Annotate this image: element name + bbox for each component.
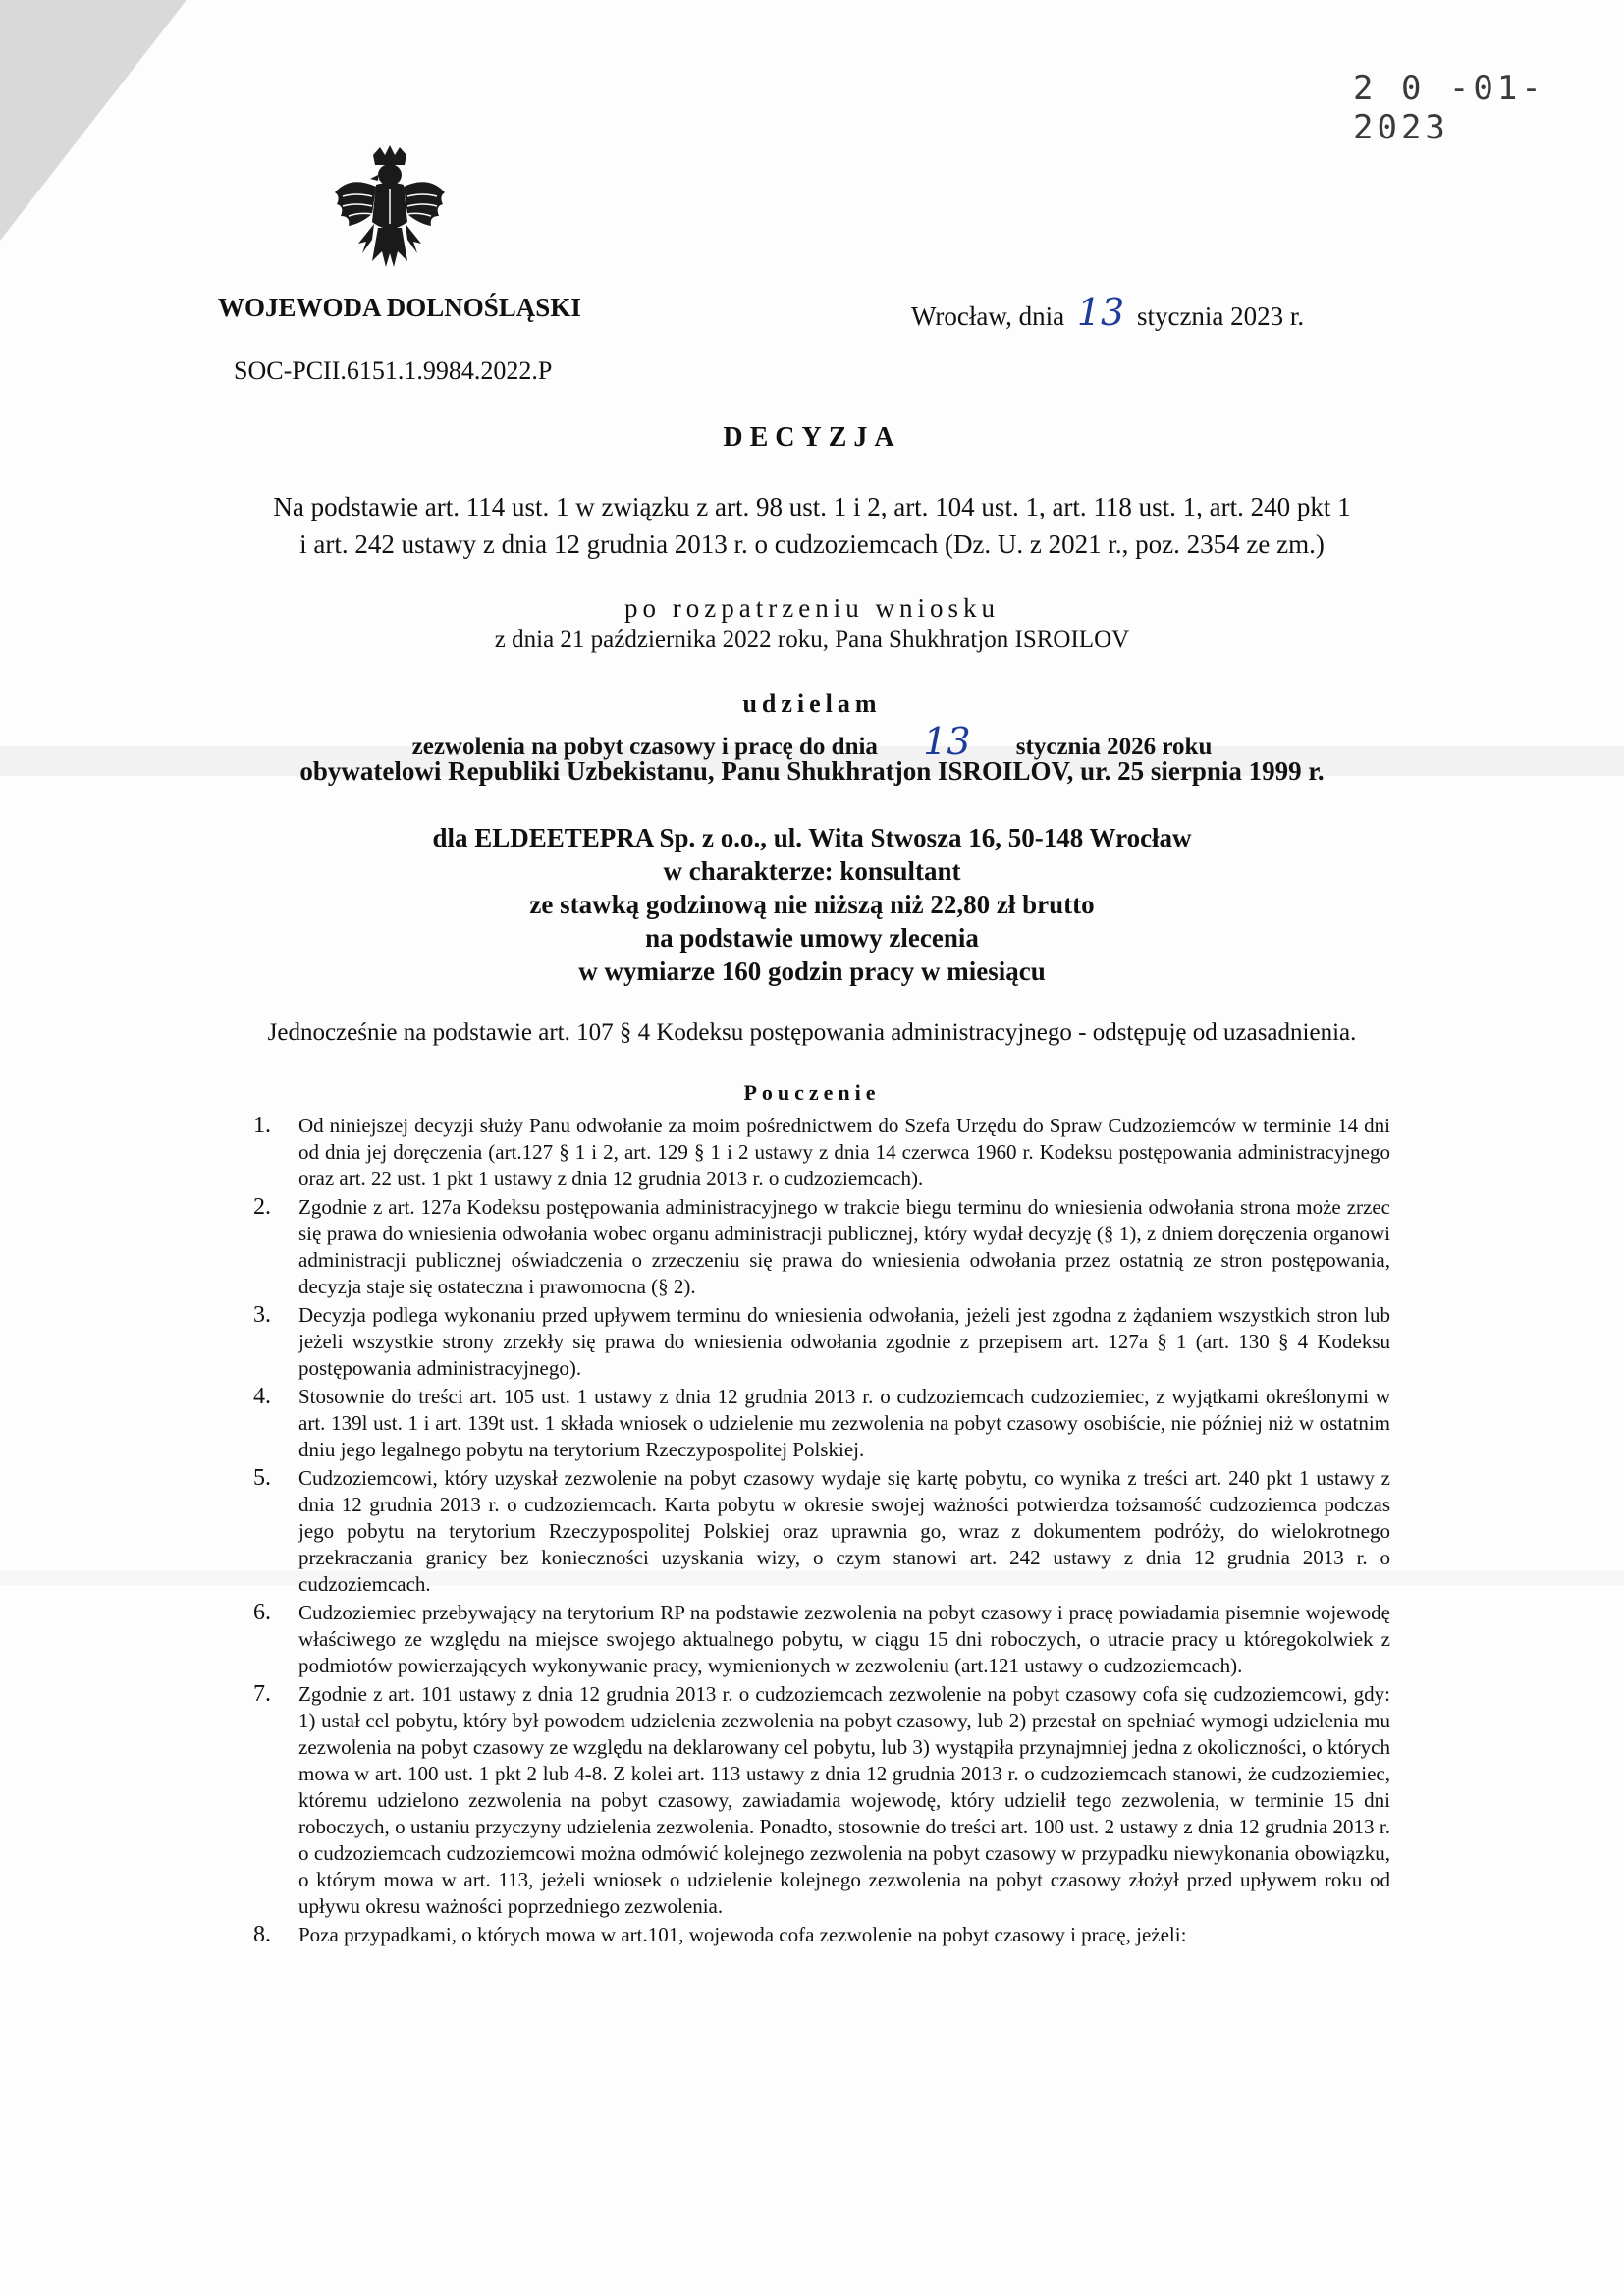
employer: dla ELDEETEPRA Sp. z o.o., ul. Wita Stwosza 16, 50-148 Wrocław [432,823,1192,852]
instruction-text: Stosownie do treści art. 105 ust. 1 ustawy z dnia 12 grudnia 2013 r. o cudzoziemcach cudzoziemiec, z wyjątkami określonymi w art. 139l ust. 1 i art. 139t ust. 1 składa wniosek o udzielenie mu zezwolenia na pobyt czasowy osobiście, nie później niż w ostatnim dniu jego legalnego pobytu na terytorium Rzeczypospolitej Polskiej. [298,1385,1390,1461]
legal-basis [0,488,1624,563]
instruction-number: 2. [253,1194,271,1220]
application-details: z dnia 21 października 2022 roku, Pana Shukhratjon ISROILOV [494,627,1130,653]
instruction-item [253,1302,1390,1382]
instruction-number: 7. [253,1681,271,1707]
instruction-item [253,1384,1390,1463]
instruction-number: 3. [253,1302,271,1328]
instruction-number: 4. [253,1384,271,1409]
instruction-item [253,1600,1390,1679]
permit-prefix: zezwolenia na pobyt czasowy i pracę do dnia [411,734,878,760]
instruction-number: 1. [253,1113,271,1138]
document-title: DECYZJA [723,422,901,453]
instruction-text: Poza przypadkami, o których mowa w art.101, wojewoda cofa zezwolenie na pobyt czasowy i pracę, jeżeli: [298,1923,1187,1946]
instruction-item [253,1922,1390,1948]
polish-eagle-emblem-icon [329,145,452,288]
page-corner-fold [0,0,187,241]
instruction-text: Zgodnie z art. 127a Kodeksu postępowania administracyjnego w trakcie biegu terminu do wniesienia odwołania strona może zrzec się prawa do wniesienia odwołania wobec organu administracji publicznej, który wydał decyzję (§ 1), z dniem doręczenia organowi administracji publicznej oświadczenia o zrzeczeniu się prawa do wniesienia odwołania przez ostatnią ze stron postępowania, decyzja staje się ostateczna i prawomocna (§ 2). [298,1195,1390,1298]
instruction-text: Od niniejszej decyzji służy Panu odwołanie za moim pośrednictwem do Szefa Urzędu do Spraw Cudzoziemców w terminie 14 dni od dnia jej doręczenia (art.127 § 1 i 2, art. 129 § 1 i 2 ustawy z dnia 14 czerwca 1960 r. Kodeksu postępowania administracyjnego oraz art. 22 ust. 1 pkt 1 ustawy z dnia 12 grudnia 2013 r. o cudzoziemcach). [298,1114,1390,1190]
handwritten-day: 13 [1076,291,1125,334]
permit-suffix: stycznia 2026 roku [1015,734,1213,760]
legal-basis-line: Na podstawie art. 114 ust. 1 w związku z art. 98 ust. 1 i 2, art. 104 ust. 1, art. 118 ust. 1, art. 240 pkt 1 [273,492,1351,521]
application-intro: po rozpatrzeniu wniosku [624,593,1000,623]
instruction-item [253,1681,1390,1920]
instruction-text: Decyzja podlega wykonaniu przed upływem terminu do wniesienia odwołania, jeżeli jest zgodna z żądaniem wszystkich stron lub jeżeli wszystkie strony zrzekły się prawa do wniesienia odwołania zgodnie z przepisem art. 127a § 1 (art. 130 § 4 Kodeksu postępowania administracyjnego). [298,1303,1390,1380]
working-hours: w wymiarze 160 godzin pracy w miesiącu [578,957,1046,986]
issuing-authority: WOJEWODA DOLNOŚLĄSKI [218,293,581,322]
contract-type: na podstawie umowy zlecenia [645,923,979,953]
instruction-text: Zgodnie z art. 101 ustawy z dnia 12 grudnia 2013 r. o cudzoziemcach zezwolenie na pobyt czasowy cofa się cudzoziemcowi, gdy: 1) ustał cel pobytu, który był powodem udzielenia zezwolenia na pobyt czasowy, lub 2) przestał on spełniać wymogi udzielenia mu zezwolenia na pobyt czasowy ze względu na deklarowany cel pobytu, lub 3) wystąpiła przynajmniej jedna z okoliczności, o których mowa w art. 100 ust. 1 pkt 2 lub 4-8. Z kolei art. 113 ustawy z dnia 12 grudnia 2013 r. o cudzoziemcach stanowi, że cudzoziemiec, któremu udzielono zezwolenia na pobyt czasowy, zawiadamia wojewodę, który udzielił tego zezwolenia, w terminie 15 dni roboczych, o ustaniu przyczyny udzielenia zezwolenia. Ponadto, stosownie do treści art. 100 ust. 2 ustawy z dnia 12 grudnia 2013 r. o cudzoziemcach cudzoziemcowi można odmówić kolejnego zezwolenia na pobyt czasowy w przypadku niewykonania obowiązku, o którym mowa w art. 113, jeżeli wniosek o udzielenie kolejnego zezwolenia na pobyt czasowy złożył przed upływem roku od upływu okresu ważności poprzedniego zezwolenia. [298,1682,1390,1918]
instruction-number: 5. [253,1465,271,1491]
grant-verb: udzielam [742,689,882,718]
instruction-number: 8. [253,1922,271,1947]
place-and-date [911,291,1304,334]
instruction-item [253,1465,1390,1598]
position: w charakterze: konsultant [663,856,961,886]
instructions-heading: Pouczenie [743,1080,881,1105]
instruction-number: 6. [253,1600,271,1625]
instructions-list [253,1113,1390,1950]
receipt-date-stamp: 2 0 -01- 2023 [1353,69,1545,147]
instruction-item [253,1113,1390,1192]
hourly-rate: ze stawką godzinową nie niższą niż 22,80 zł brutto [529,890,1095,919]
permit-recipient: obywatelowi Republiki Uzbekistanu, Panu Shukhratjon ISROILOV, ur. 25 sierpnia 1999 r. [299,756,1325,786]
instruction-text: Cudzoziemiec przebywający na terytorium RP na podstawie zezwolenia na pobyt czasowy i pracę powiadamia pisemnie wojewodę właściwego ze względu na miejsce swojego aktualnego pobytu, w ciągu 15 dni roboczych, o utracie pracy u któregokolwiek z podmiotów powierzających wykonywanie pracy, wymienionych w zezwoleniu (art.121 ustawy o cudzoziemcach). [298,1601,1390,1677]
instruction-text: Cudzoziemcowi, który uzyskał zezwolenie na pobyt czasowy wydaje się kartę pobytu, co wynika z treści art. 240 pkt 1 ustawy z dnia 12 grudnia 2013 r. o cudzoziemcach. Karta pobytu w okresie swojej ważności potwierdza tożsamość cudzoziemca podczas jego pobytu na terytorium Rzeczypospolitej Polskiej oraz uprawnia go, wraz z dokumentem podróży, do wielokrotnego przekraczania granicy bez konieczności uzyskania wizy, o czym stanowi art. 242 ustawy z dnia 12 grudnia 2013 r. o cudzoziemcach. [298,1466,1390,1596]
place-date-suffix: stycznia 2023 r. [1136,301,1305,331]
case-reference-number: SOC-PCII.6151.1.9984.2022.P [234,356,553,385]
place-date-prefix: Wrocław, dnia [911,301,1065,331]
legal-basis-line: i art. 242 ustawy z dnia 12 grudnia 2013 r. o cudzoziemcach (Dz. U. z 2021 r., poz. 2354 ze zm.) [299,529,1325,559]
handwritten-permit-day: 13 [923,720,971,763]
justification-waiver: Jednocześnie na podstawie art. 107 § 4 Kodeksu postępowania administracyjnego - odstępuję od uzasadnienia. [267,1019,1357,1046]
instruction-item [253,1194,1390,1300]
